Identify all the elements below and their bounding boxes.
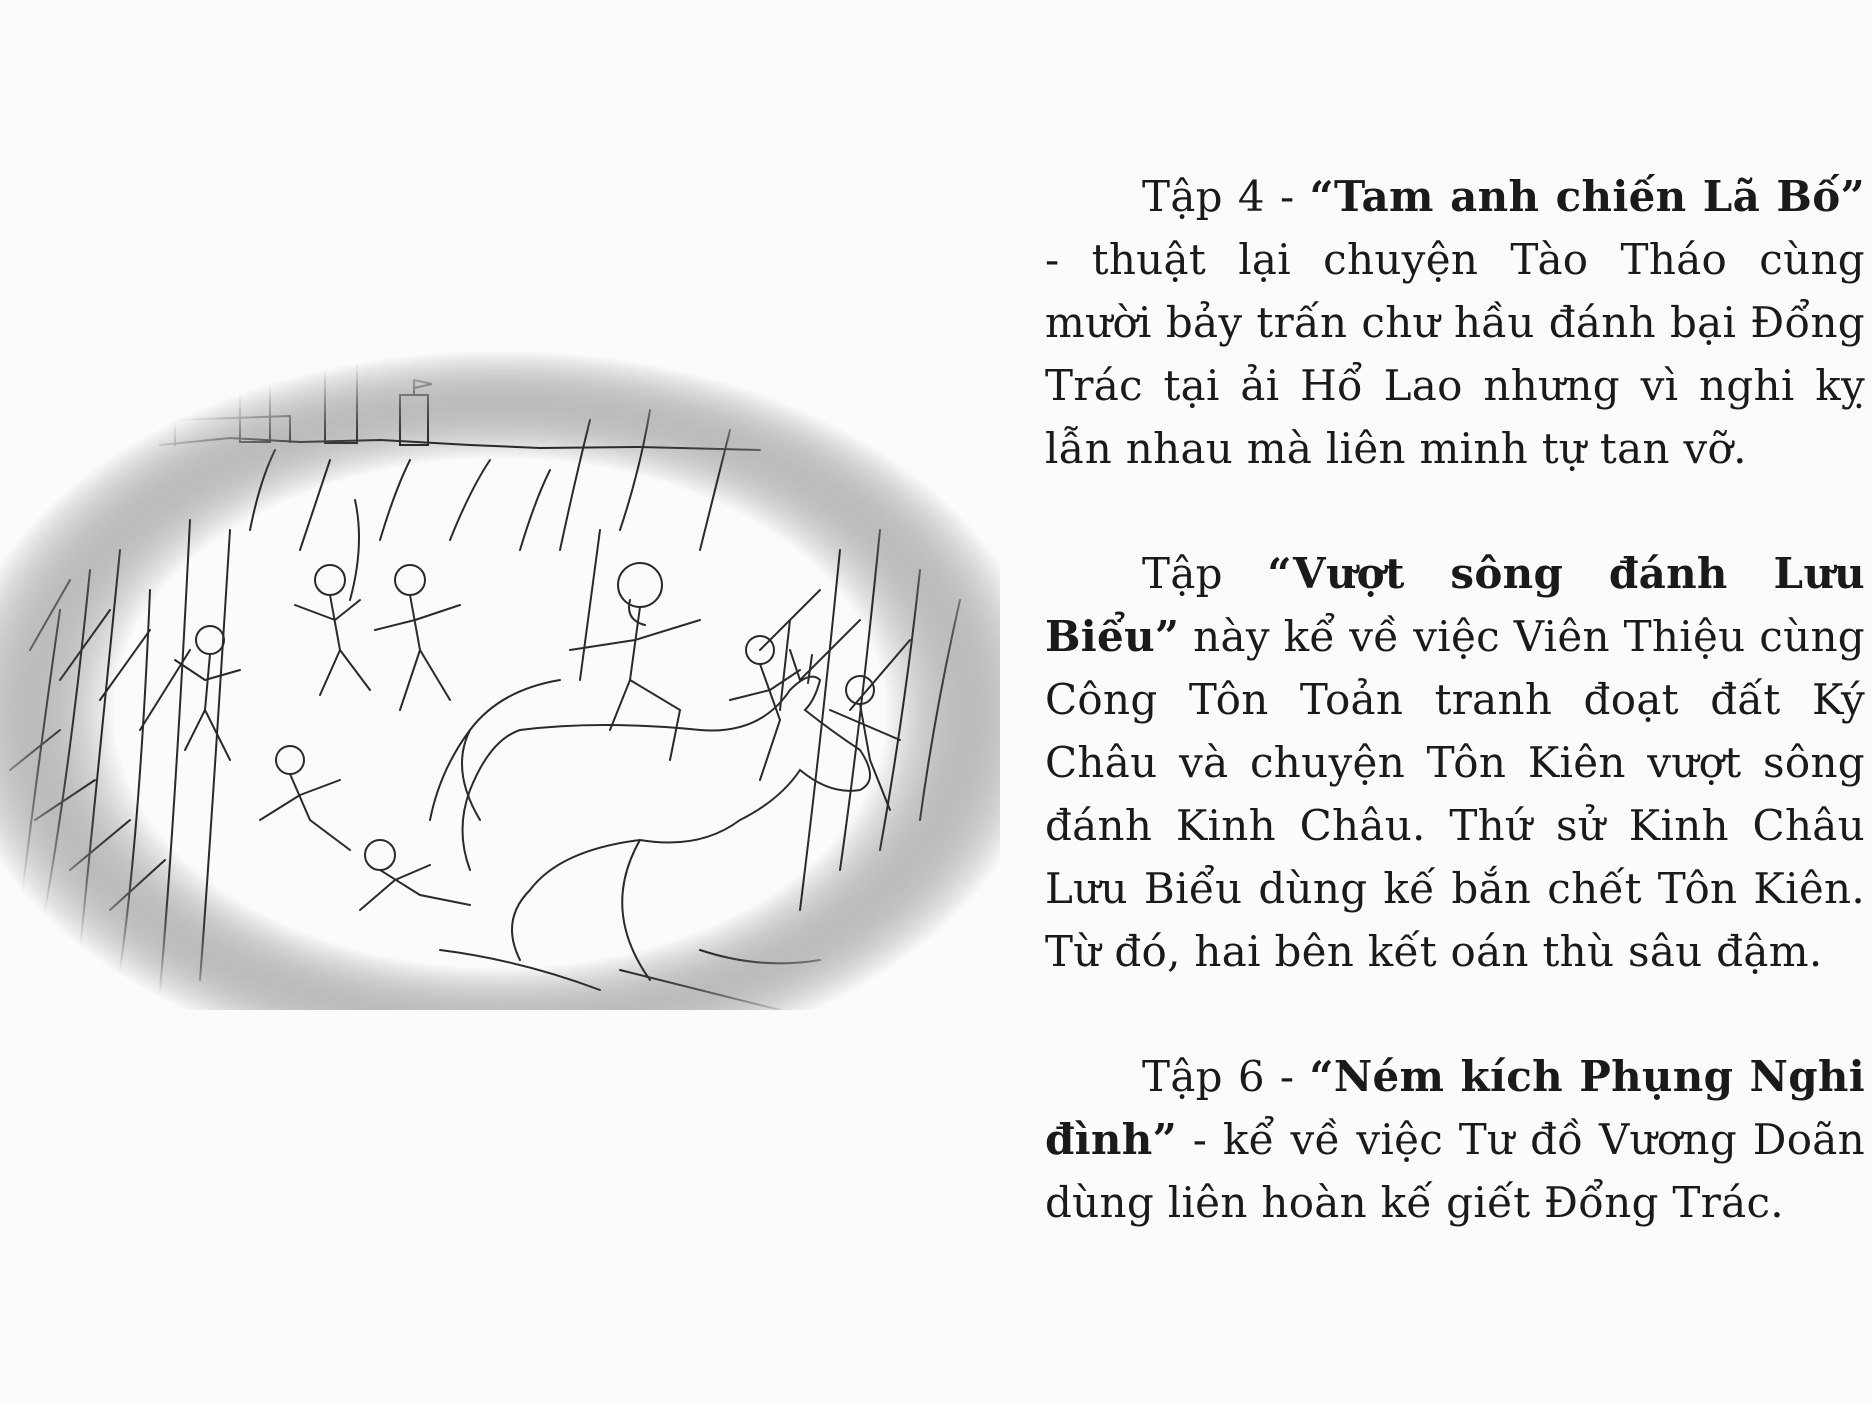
episode-title: “Vượt sông đánh Lưu Biểu” bbox=[1045, 549, 1865, 661]
paragraph-body: - thuật lại chuyện Tào Tháo cùng mười bảy trấn chư hầu đánh bại Đổng Trác tại ải Hổ Lao nhưng vì nghi kỵ lẫn nhau mà liên minh tự tan vỡ. bbox=[1045, 235, 1865, 473]
text-column bbox=[1045, 165, 1865, 1296]
paragraph-episode-6 bbox=[1045, 1045, 1865, 1234]
paragraph-body: này kể về việc Viên Thiệu cùng Công Tôn Toản tranh đoạt đất Ký Châu và chuyện Tôn Kiên vượt sông đánh Kinh Châu. Thứ sử Kinh Châu Lưu Biểu dùng kế bắn chết Tôn Kiên. Từ đó, hai bên kết oán thù sâu đậm. bbox=[1045, 612, 1865, 976]
episode-title: “Ném kích Phụng Nghi đình” bbox=[1045, 1052, 1865, 1164]
paragraph-lead: Tập 4 - bbox=[1142, 172, 1310, 221]
paragraph-lead: Tập bbox=[1142, 549, 1268, 598]
paragraph-episode-4 bbox=[1045, 165, 1865, 480]
paragraph-episode-5 bbox=[1045, 542, 1865, 983]
episode-title: “Tam anh chiến Lã Bố” bbox=[1309, 172, 1866, 221]
paragraph-lead: Tập 6 - bbox=[1142, 1052, 1310, 1101]
battle-illustration bbox=[0, 350, 1000, 1010]
paragraph-body: - kể về việc Tư đồ Vương Doãn dùng liên hoàn kế giết Đổng Trác. bbox=[1045, 1115, 1865, 1227]
